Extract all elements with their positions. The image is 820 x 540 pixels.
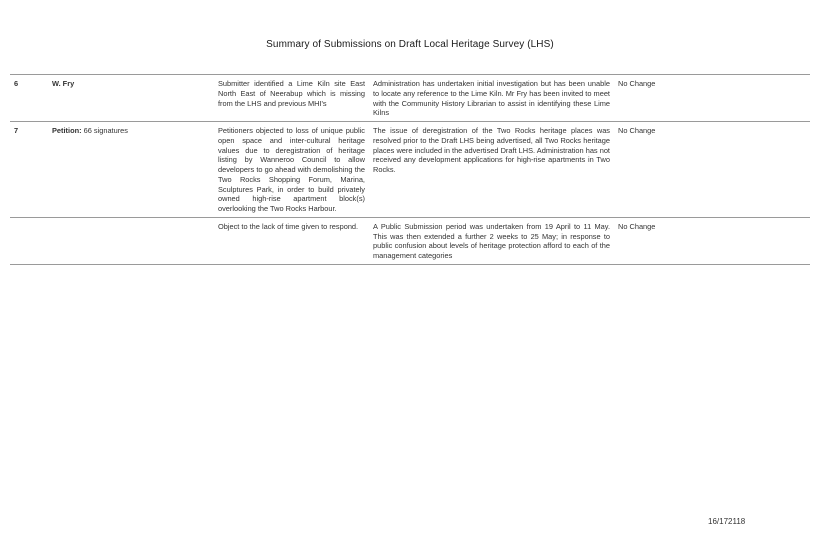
submitter-name: Petition: [52,126,82,136]
document-title: Summary of Submissions on Draft Local Heritage Survey (LHS) [266,39,554,50]
empty-cell [10,217,48,264]
table-row [10,75,810,122]
submitter-name: W. Fry [52,79,75,88]
submission-number: 7 [10,122,48,218]
submitter-cell [48,75,214,122]
recommendation: No Change [614,75,810,122]
submissions-table [10,74,810,265]
submission-text: Petitioners objected to loss of unique public open space and inter-cultural heritage values due to deregistration of heritage listing by Wanneroo Council to allow developers to go ahead with demolishing the Two Rocks Shopping Forum, Marina, Sculptures Park, in order to build privately owned high-rise apartment block(s) overlooking the Two Rocks Harbour. [214,122,369,218]
recommendation: No Change [614,217,810,264]
submitter-extra: 66 signatures [81,126,128,136]
submission-text: Submitter identified a Lime Kiln site East North East of Neerabup which is missing from the LHS and previous MHI's [214,75,369,122]
submission-text: Object to the lack of time given to respond. [214,217,369,264]
administration-response: The issue of deregistration of the Two Rocks heritage places was resolved prior to the Draft LHS being advertised, all Two Rocks heritage places were included in the advertised Draft LHS. Administration has not received any development applications for high-rise apartments in Two Rocks. [369,122,614,218]
administration-response: A Public Submission period was undertaken from 19 April to 11 May. This was then extended a further 2 weeks to 25 May; in response to public confusion about levels of heritage protection afford to each of the management categories [369,217,614,264]
page-reference-code: 16/172118 [708,517,746,526]
recommendation: No Change [614,122,810,218]
administration-response: Administration has undertaken initial investigation but has been unable to locate any reference to the Lime Kiln. Mr Fry has been invited to meet with the Community History Librarian to assist in identifying these Lime Kilns [369,75,614,122]
table-row [10,122,810,218]
empty-cell [48,217,214,264]
table-row [10,217,810,264]
submission-number: 6 [10,75,48,122]
submitter-cell [48,122,214,218]
